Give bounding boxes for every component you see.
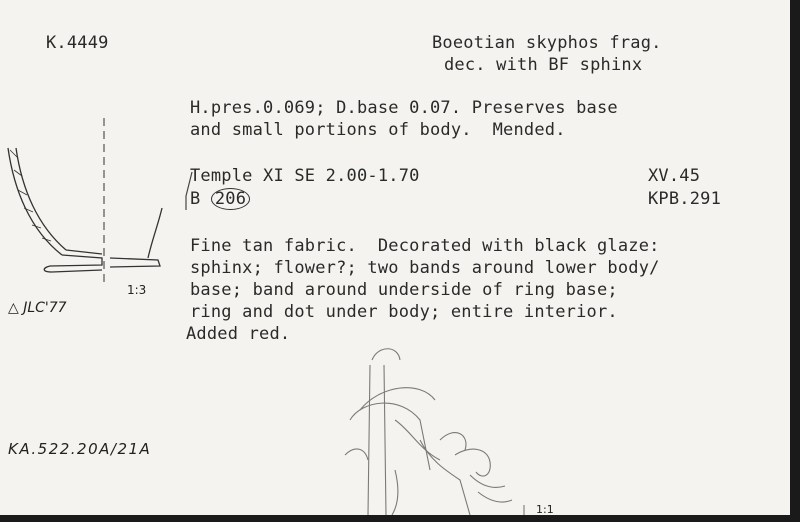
object-subtitle: dec. with BF sphinx (444, 55, 643, 75)
findspot-reference: XV.45 (648, 166, 701, 186)
catalog-number: K.4449 (46, 33, 109, 53)
dimensions-line-1: H.pres.0.069; D.base 0.07. Preserves base (190, 98, 618, 118)
description-line-5: Added red. (186, 324, 291, 344)
sketch-scale: 1:1 (536, 503, 554, 515)
findspot: Temple XI SE 2.00-1.70 (190, 166, 420, 186)
description-line-3: base; band around underside of ring base; (190, 280, 618, 300)
photo-reference: KA.522.20A/21A (8, 440, 152, 458)
bag-number: 206 (211, 188, 250, 210)
description-line-2: sphinx; flower?; two bands around lower body/ (190, 258, 660, 278)
profile-scale: 1:3 (127, 283, 147, 297)
kpb-reference: KPB.291 (648, 189, 722, 209)
object-title: Boeotian skyphos frag. (432, 33, 662, 53)
sphinx-sketch (345, 349, 524, 515)
profile-drawing (8, 118, 162, 285)
bag-label (190, 189, 250, 209)
description-line-4: ring and dot under body; entire interior. (190, 302, 618, 322)
drawer-initials: △ JLC'77 (8, 300, 67, 316)
description-line-1: Fine tan fabric. Decorated with black glaze: (190, 236, 660, 256)
dimensions-line-2: and small portions of body. Mended. (190, 120, 566, 140)
bag-prefix: B (190, 189, 201, 209)
